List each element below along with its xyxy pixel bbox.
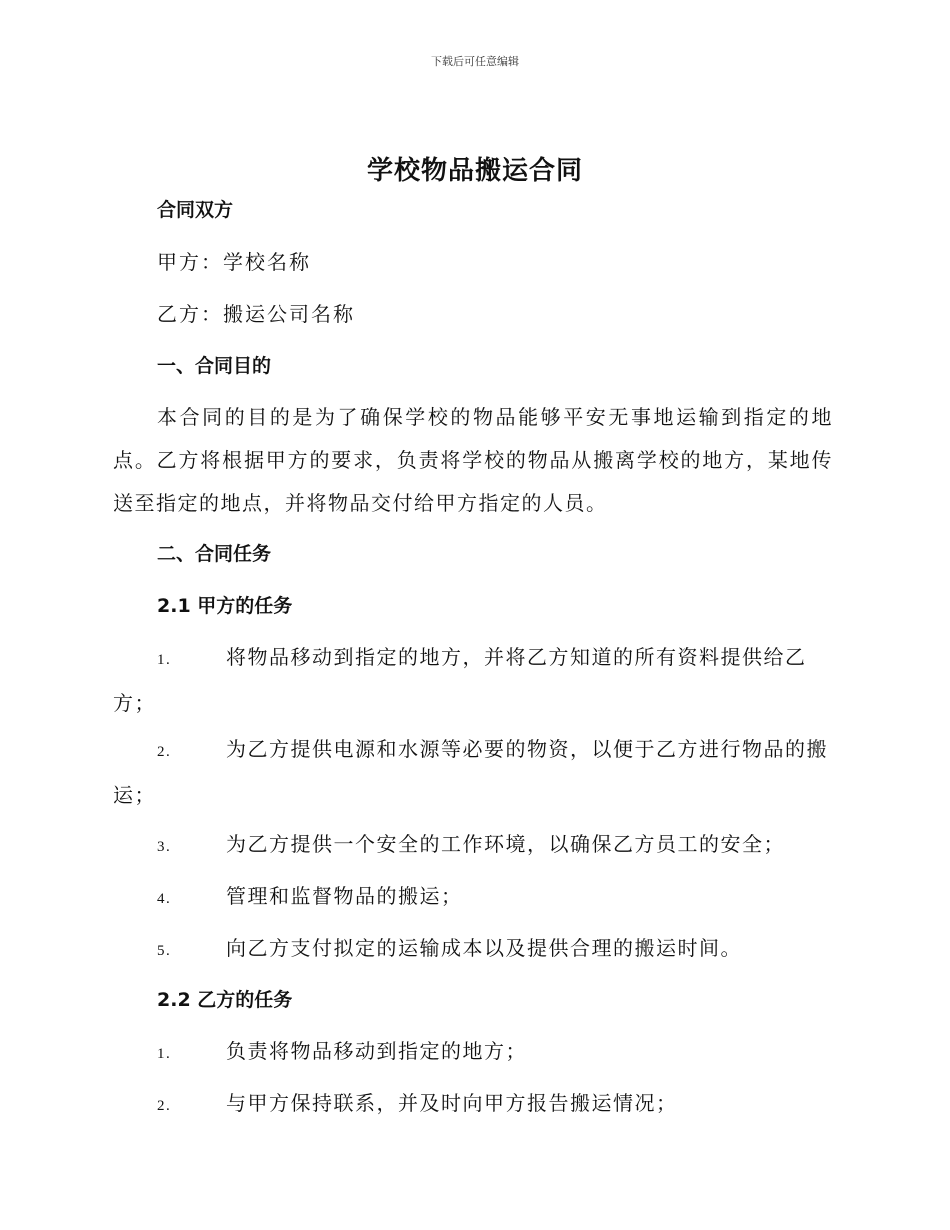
list-item-text: 向乙方支付拟定的运输成本以及提供合理的搬运时间。 xyxy=(226,936,742,960)
list-item-number: 4. xyxy=(157,891,172,907)
list-item-text: 管理和监督物品的搬运； xyxy=(226,884,463,908)
parties-heading: 合同双方 xyxy=(157,199,234,221)
list-item-number: 3. xyxy=(157,839,172,855)
subsection-2-1-heading: 2.1 甲方的任务 xyxy=(157,595,293,617)
list-item-number: 2. xyxy=(157,744,172,760)
list-item xyxy=(113,1030,833,1076)
section2-heading: 二、合同任务 xyxy=(157,543,272,565)
list-item-text: 为乙方提供电源和水源等必要的物资，以便于乙方进行物品的搬运； xyxy=(113,737,828,807)
list-item xyxy=(113,636,833,725)
list-item-text: 与甲方保持联系，并及时向甲方报告搬运情况； xyxy=(226,1091,678,1115)
list-item-number: 5. xyxy=(157,943,172,959)
list-item-number: 1. xyxy=(157,652,172,668)
list-item-text: 将物品移动到指定的地方，并将乙方知道的所有资料提供给乙方； xyxy=(113,645,807,715)
section1-body: 本合同的目的是为了确保学校的物品能够平安无事地运输到指定的地点。乙方将根据甲方的要求，负责将学校的物品从搬离学校的地方，某地传送至指定的地点，并将物品交付给甲方指定的人员。 xyxy=(113,405,833,515)
list-item-number: 1. xyxy=(157,1046,172,1062)
list-item xyxy=(113,728,833,817)
subsection-2-2-heading: 2.2 乙方的任务 xyxy=(157,989,293,1011)
list-item-text: 负责将物品移动到指定的地方； xyxy=(226,1039,527,1063)
document-title: 学校物品搬运合同 xyxy=(366,156,583,186)
party-b-line: 乙方：搬运公司名称 xyxy=(157,302,355,326)
list-item xyxy=(113,875,833,921)
list-item xyxy=(113,823,833,869)
list-item-number: 2. xyxy=(157,1098,172,1114)
list-item-text: 为乙方提供一个安全的工作环境，以确保乙方员工的安全； xyxy=(226,832,785,856)
page-header-note: 下载后可任意编辑 xyxy=(431,55,519,68)
section1-heading: 一、合同目的 xyxy=(157,355,272,377)
list-item xyxy=(113,1082,833,1128)
list-item xyxy=(113,927,833,973)
party-a-line: 甲方：学校名称 xyxy=(157,250,311,274)
